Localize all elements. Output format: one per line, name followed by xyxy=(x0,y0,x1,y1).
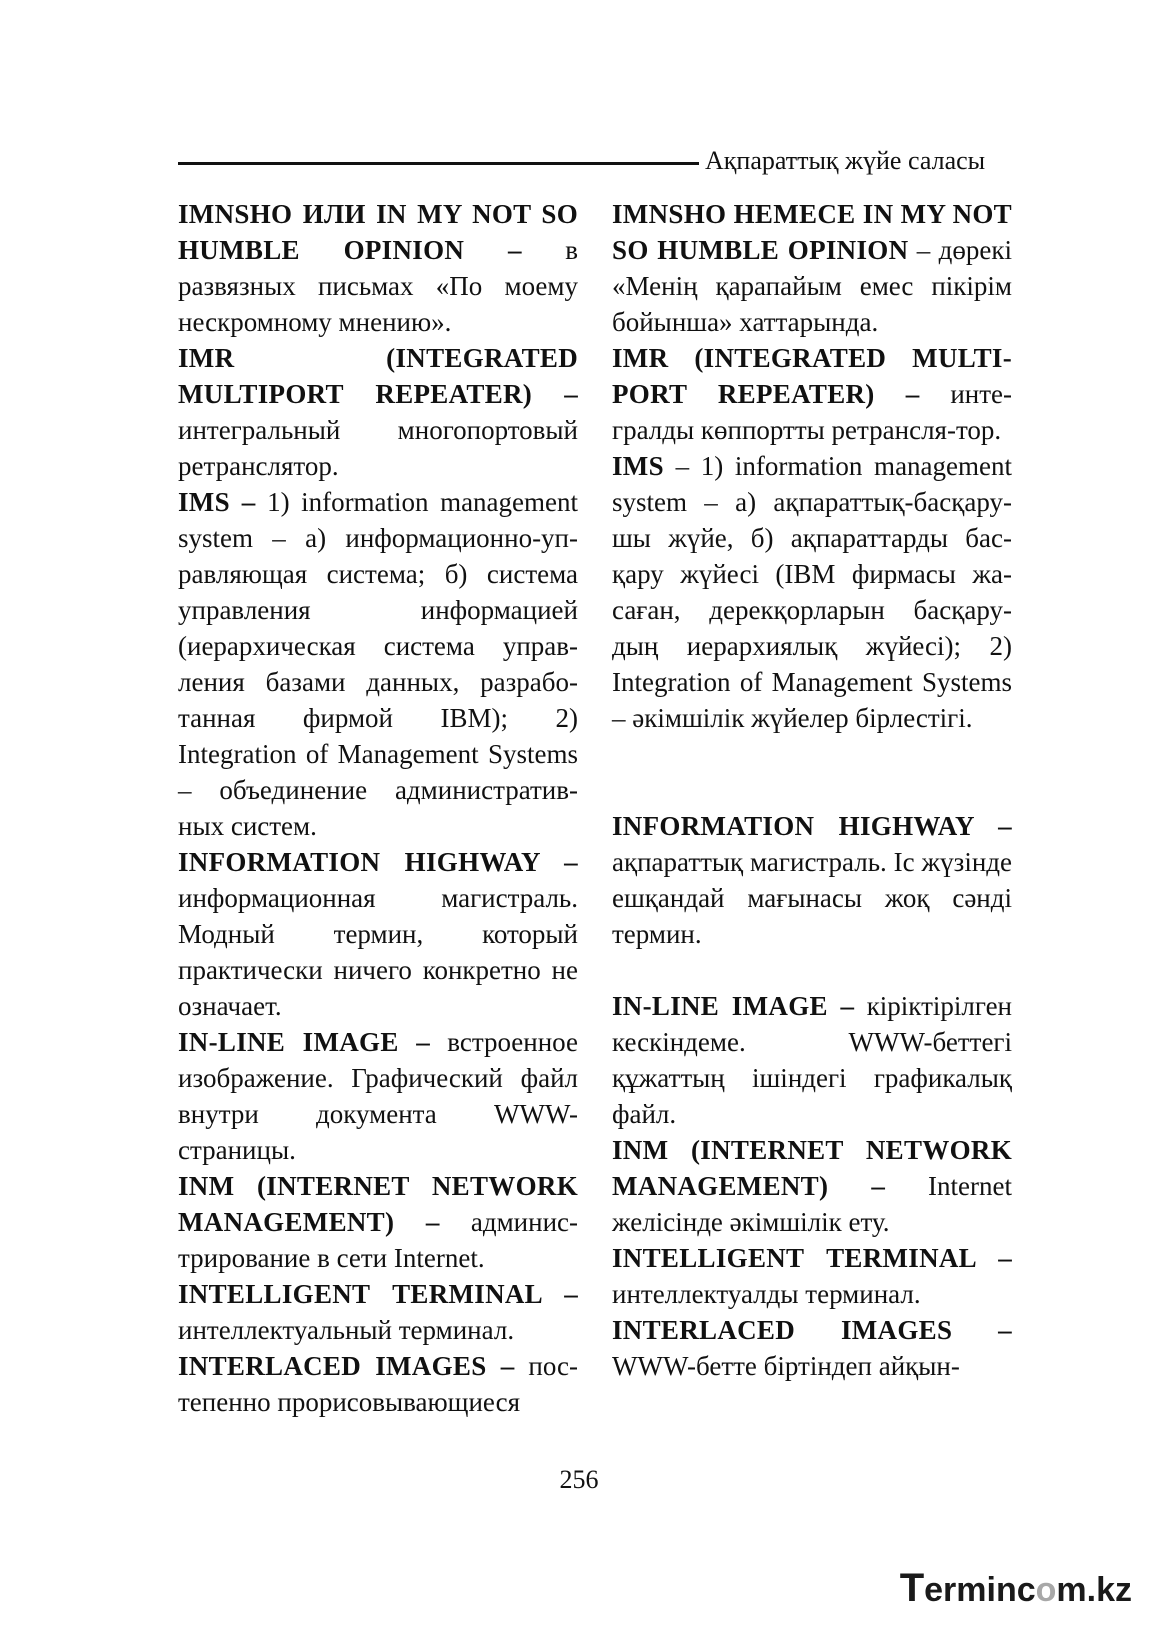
column-spacer xyxy=(612,952,1012,988)
page-number: 256 xyxy=(559,1465,599,1494)
entry-term: INFORMATION HIGHWAY – xyxy=(178,847,578,877)
entry-ims-ru xyxy=(178,484,578,844)
entry-in-line-image-ru xyxy=(178,1024,578,1168)
entry-imnsho-kk xyxy=(612,196,1012,340)
entry-definition: интеллектуалды терминал. xyxy=(612,1279,921,1309)
watermark-magnifier-o: o xyxy=(1035,1571,1057,1609)
entry-term: IN-LINE IMAGE – xyxy=(612,991,855,1021)
left-column-russian xyxy=(178,196,578,1420)
entry-imnsho-ru xyxy=(178,196,578,340)
entry-term: IMS xyxy=(612,451,664,481)
entry-definition: – 1) information management system – а) ақпараттық-басқару-шы жүйе, б) ақпараттарды бас-қару жүйесі (IBM фирмасы жа-саған, дерекқорларын басқару-дың иерархиялық жүйесі); 2) Integration of Management Systems – әкімшілік жүйелер бірлестігі. xyxy=(612,451,1013,733)
running-header: Ақпараттық жүйе саласы xyxy=(705,146,986,175)
entry-term: INTERLACED IMAGES – xyxy=(178,1351,515,1381)
entry-ims-kk xyxy=(612,448,1012,736)
entry-term: IMR (INTEGRATED MULTIPORT REPEATER) – xyxy=(178,343,578,409)
right-column-kazakh xyxy=(612,196,1012,1384)
entry-term: IMR (INTEGRATED MULTI-PORT REPEATER) – xyxy=(612,343,1012,409)
entry-term: IMS – xyxy=(178,487,256,517)
entry-interlaced-images-kk xyxy=(612,1312,1012,1384)
entry-interlaced-images-ru xyxy=(178,1348,578,1420)
entry-term: IMNSHO НЕМЕСЕ IN MY NOT SO HUMBLE OPINION xyxy=(612,199,1012,265)
entry-imr-kk xyxy=(612,340,1012,448)
entry-term: IN-LINE IMAGE – xyxy=(178,1027,431,1057)
entry-term: IMNSHO ИЛИ IN MY NOT SO HUMBLE OPINION – xyxy=(178,199,578,265)
entry-in-line-image-kk xyxy=(612,988,1012,1132)
column-spacer xyxy=(612,736,1012,808)
entry-definition: 1) information management system – а) информационно-уп-равляющая система; б) система управления информацией (иерархическая система управ-ления базами данных, разрабо-танная фирмой IBM); 2) Integration of Management Systems – объединение административ-ных систем. xyxy=(178,487,579,841)
entry-term: INFORMATION HIGHWAY – xyxy=(612,811,1012,841)
entry-definition: ақпараттық магистраль. Іс жүзінде ешқандай мағынасы жоқ сәнді термин. xyxy=(612,847,1012,949)
entry-definition: кіріктірілген кескіндеме. WWW-беттегі құжаттың ішіндегі графикалық файл. xyxy=(612,991,1012,1129)
entry-term: INM (INTERNET NETWORK MANAGEMENT) – xyxy=(612,1135,1012,1201)
entry-intelligent-terminal-ru xyxy=(178,1276,578,1348)
entry-definition: пос-тепенно прорисовывающиеся xyxy=(178,1351,578,1417)
termincom-watermark-logo xyxy=(900,1566,1132,1611)
entry-information-highway-kk xyxy=(612,808,1012,952)
watermark-text: erminc xyxy=(924,1571,1036,1609)
entry-definition: админис-трирование в сети Internet. xyxy=(178,1207,578,1273)
entry-definition: инте-гралды көппортты ретрансля-тор. xyxy=(612,379,1012,445)
watermark-text: m.kz xyxy=(1056,1571,1132,1609)
entry-term: INM (INTERNET NETWORK MANAGEMENT) – xyxy=(178,1171,578,1237)
entry-inm-ru xyxy=(178,1168,578,1276)
entry-definition: WWW-бетте біртіндеп айқын- xyxy=(612,1351,960,1381)
entry-information-highway-ru xyxy=(178,844,578,1024)
entry-definition: интегральный многопортовый ретранслятор. xyxy=(178,415,578,481)
watermark-letter: T xyxy=(899,1566,925,1610)
entry-imr-ru xyxy=(178,340,578,484)
entry-term: INTELLIGENT TERMINAL – xyxy=(178,1279,578,1309)
entry-definition: встроенное изображение. Графический файл внутри документа WWW-страницы. xyxy=(178,1027,578,1165)
header-rule xyxy=(178,162,699,165)
entry-definition: Internet желісінде әкімшілік ету. xyxy=(612,1171,1012,1237)
entry-definition: в развязных письмах «По моему нескромному мнению». xyxy=(178,235,578,337)
entry-intelligent-terminal-kk xyxy=(612,1240,1012,1312)
entry-term: INTELLIGENT TERMINAL – xyxy=(612,1243,1012,1273)
entry-definition: – дөрекі «Менің қарапайым емес пікірім бойынша» хаттарында. xyxy=(612,235,1013,337)
entry-definition: интеллектуальный терминал. xyxy=(178,1315,515,1345)
entry-inm-kk xyxy=(612,1132,1012,1240)
entry-definition: информационная магистраль. Модный термин, который практически ничего конкретно не означает. xyxy=(178,883,578,1021)
entry-term: INTERLACED IMAGES – xyxy=(612,1315,1012,1345)
